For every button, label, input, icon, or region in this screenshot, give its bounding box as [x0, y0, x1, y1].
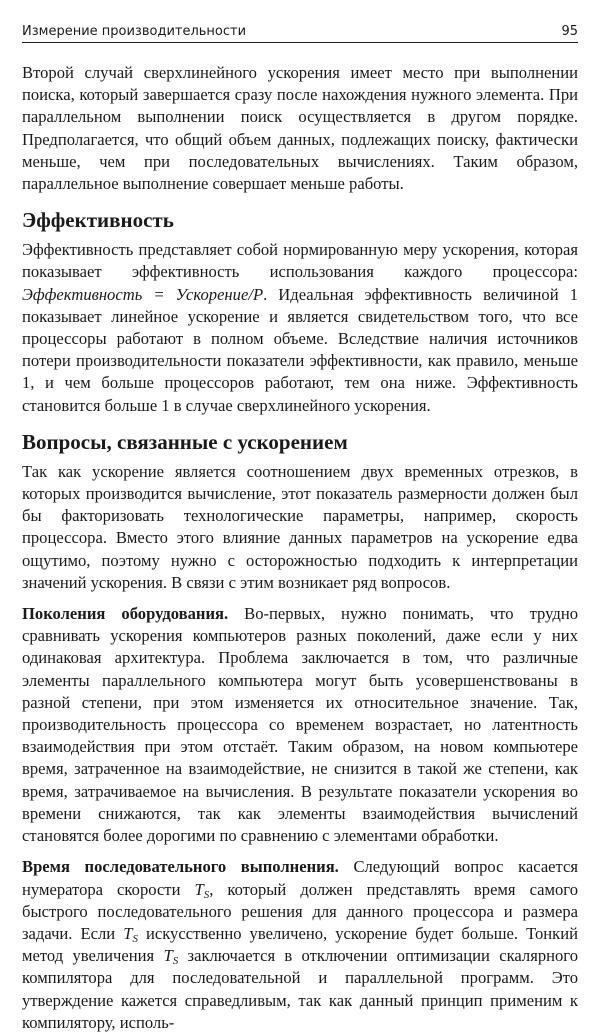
page-number: 95 — [561, 24, 578, 39]
var-s-subscript: S — [132, 932, 138, 945]
spacer — [22, 594, 578, 603]
paragraph-sequential-time — [22, 856, 578, 1034]
paragraph-superlinear-search: Второй случай сверхлинейного ускорения имеет место при выполнении поиска, который завершается сразу после нахождения нужного элемента. При параллельном выполнении поиск осуществляется в другом порядке. Предполагается, что общий объем данных, подлежащих поиску, фактически меньше, чем при последовательных вычислениях. Таким образом, параллельное выполнение совершает меньше работы. — [22, 63, 578, 194]
sequential-text-2: , который должен представлять время самого быстрого последовательного решения для данного процессора и размера задачи. Если — [22, 879, 578, 943]
efficiency-formula: Эффективность = Ускорение/P — [22, 284, 264, 304]
paragraph-speedup-intro: Так как ускорение является соотношением двух временных отрезков, в которых производится вычисление, этот показатель размерности должен был бы факторизовать технологические параметры, например, скорость процессора. Вместо этого влияние данных параметров на ускорение едва ощутимо, поэтому нужно с осторожностью подходить к интерпретации значений ускорения. В связи с этим возникает ряд вопросов. — [22, 461, 578, 592]
var-t: T — [163, 946, 173, 966]
chapter-title: Измерение производительности — [22, 24, 247, 39]
heading-efficiency: Эффективность — [22, 208, 174, 233]
spacer — [22, 847, 578, 856]
var-s-subscript: S — [203, 888, 210, 901]
hardware-text: Во-первых, нужно понимать, что трудно сравнивать ускорения компьютеров разных поколений, даже если у них одинаковая архитектура. Проблема заключается в том, что различные элементы параллельного компьютера могут быть усовершенствованы в разной степени, при этом изменяется их относительное значение. Так, производительность процессора со временем возрастает, но латентность взаимодействия при этом отстаёт. Таким образом, на новом компьютере время, затраченное на взаимодействие, не снизится в такой же степени, как время, затрачиваемое на вычисления. В результате показатели ускорения во времени снижаются, так как элементы взаимодействия вычислений становятся более дорогими по сравнению с элементами обработки. — [22, 604, 579, 846]
efficiency-text-end: . Идеальная эффективность величиной 1 показывает линейное ускорение и является свидетельством того, что все процессоры работают в полном объеме. Вследствие наличия источников потери производительности показатели эффективности, как правило, меньше 1, и чем больше процессоров работают, тем она ниже. Эффективность становится больше 1 в случае сверхлинейного ускорения. — [22, 284, 578, 415]
running-head — [22, 22, 578, 43]
var-ts — [123, 924, 138, 943]
paragraph-hardware-generations — [22, 603, 578, 847]
sequential-text-3: искусственно увеличено, ускорение будет больше. Тонкий метод увеличения — [22, 923, 578, 966]
var-ts — [194, 880, 209, 899]
sequential-text-4: заключается в отключении оптимизации скалярного компилятора для последовательной и параллельной программ. Это утверждение кажется справедливым, так как данный принцип применим к компилятору, исполь- — [22, 946, 578, 1032]
paragraph-efficiency — [22, 239, 578, 417]
var-t: T — [194, 879, 204, 899]
var-ts — [163, 946, 179, 968]
var-s-subscript: S — [172, 955, 179, 968]
run-in-heading-hardware: Поколения оборудования. — [22, 604, 229, 624]
efficiency-text-start: Эффективность представляет собой нормированную меру ускорения, которая показывает эффективность использования каждого процессора: — [22, 240, 578, 282]
heading-speedup-questions: Вопросы, связанные с ускорением — [22, 429, 348, 454]
var-t: T — [123, 923, 133, 943]
run-in-heading-sequential: Время последовательного выполнения. — [22, 857, 339, 877]
body-text — [22, 62, 578, 1034]
sequential-text-1: Следующий вопрос касается нумератора скорости — [22, 857, 578, 899]
